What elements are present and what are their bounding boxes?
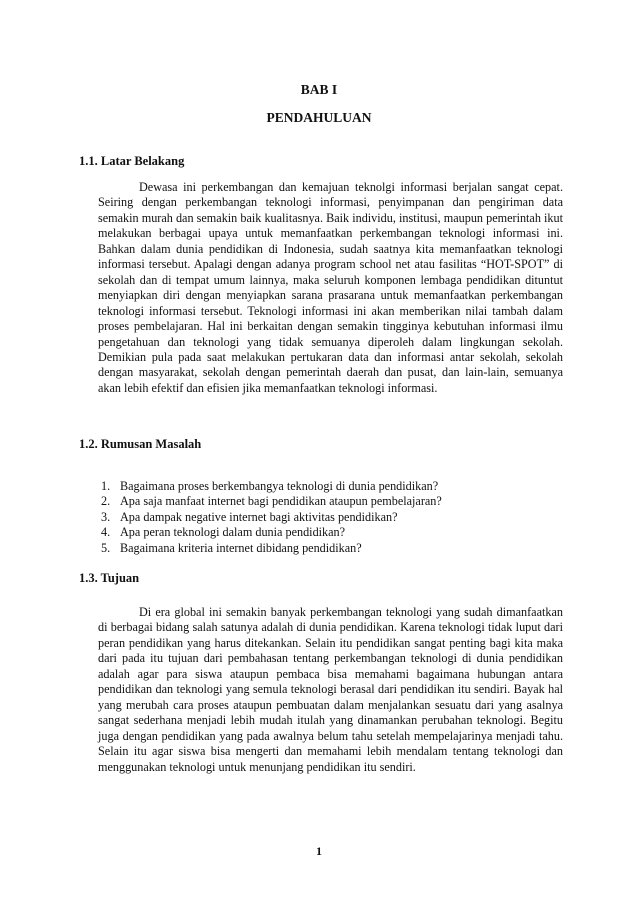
- list-item-number: 3.: [101, 509, 111, 524]
- paragraph-tujuan: Di era global ini semakin banyak perkembangan teknologi yang sudah dimanfaatkan di berbagai bidang salah satunya adalah di dunia pendidikan. Karena teknologi tidak luput dari peran pendidikan yang harus ditekankan. Selain itu pendidikan sangat penting bagi kita maka dari pada itu tujuan dari pembahasan tentang perkembangan teknologi di dunia pendidikan adalah agar para siswa ataupun pembaca bisa memahami bagaimana hubungan antara pendidikan dan teknologi yang semula teknologi berasal dari pendidikan itu sendiri. Bayak hal yang merubah cara proses ataupun pembuatan dalam menjalankan sesuatu dari yang asalnya sangat sederhana menjadi lebih mudah itulah yang dinamankan perubahan teknologi. Begitu juga dengan pendidikan yang pada awalnya belum tahu setelah mempelajarinya menjadi tahu. Selain itu agar siswa bisa mengerti dan memahami lebih mendalam tentang teknologi dan menggunakan teknologi untuk menunjang pendidikan itu sendiri.: [98, 605, 563, 774]
- list-item-number: 4.: [101, 525, 111, 540]
- list-item-text: Apa peran teknologi dalam dunia pendidikan?: [120, 525, 346, 540]
- list-item-number: 1.: [101, 479, 111, 493]
- list-item: [101, 525, 442, 540]
- list-item-number: 2.: [101, 494, 111, 509]
- list-item-text: Apa dampak negative internet bagi aktivitas pendidikan?: [120, 509, 398, 524]
- section-heading-tujuan: 1.3. Tujuan: [79, 571, 140, 585]
- list-item-text: Bagaimana proses berkembangya teknologi di dunia pendidikan?: [120, 479, 439, 493]
- page-number: 1: [316, 844, 322, 858]
- list-item-text: Apa saja manfaat internet bagi pendidikan ataupun pembelajaran?: [120, 494, 442, 509]
- list-item: [101, 541, 442, 556]
- list-item: [101, 494, 442, 509]
- list-item: [101, 479, 442, 494]
- paragraph-latar-belakang: Dewasa ini perkembangan dan kemajuan teknolgi informasi berjalan sangat cepat. Seiring dengan perkembangan teknologi informasi, penyimpanan dan pengiriman data semakin murah dan semakin baik kualitasnya. Baik individu, institusi, maupun pemerintah ikut melakukan berbagai upaya untuk memanfaatkan perkembangan teknologi informasi ini. Bahkan dalam dunia pendidikan di Indonesia, sudah saatnya kita memanfaatkan teknologi informasi tersebut. Apalagi dengan adanya program school net atau fasilitas “HOT-SPOT” di sekolah dan di tempat umum lainnya, maka seluruh komponen lembaga pendidikan dituntut menyiapkan diri dengan menyiapkan sarana prasarana untuk memanfaatkan perkembangan teknologi informasi tersebut. Teknologi informasi ini akan memberikan nilai tambah dalam proses pembelajaran. Hal ini berkaitan dengan semakin tingginya kebutuhan informasi ilmu pengetahuan dan teknologi yang tidak semuanya diperoleh dalam lingkungan sekolah. Demikian pula pada saat melakukan pertukaran data dan informasi antar sekolah, sekolah dengan masyarakat, sekolah dengan pemerintah daerah dan pusat, dan lain-lain, semuanya akan lebih efektif dan efisien jika memanfaatkan teknologi informasi.: [98, 180, 563, 395]
- chapter-title: PENDAHULUAN: [266, 110, 372, 125]
- section-heading-latar-belakang: 1.1. Latar Belakang: [79, 154, 185, 168]
- rumusan-masalah-list: [101, 479, 442, 556]
- chapter-number: BAB I: [300, 82, 338, 97]
- list-item-text: Bagaimana kriteria internet dibidang pendidikan?: [120, 540, 362, 555]
- list-item-number: 5.: [101, 540, 111, 555]
- list-item: [101, 510, 442, 525]
- section-heading-rumusan-masalah: 1.2. Rumusan Masalah: [79, 437, 202, 451]
